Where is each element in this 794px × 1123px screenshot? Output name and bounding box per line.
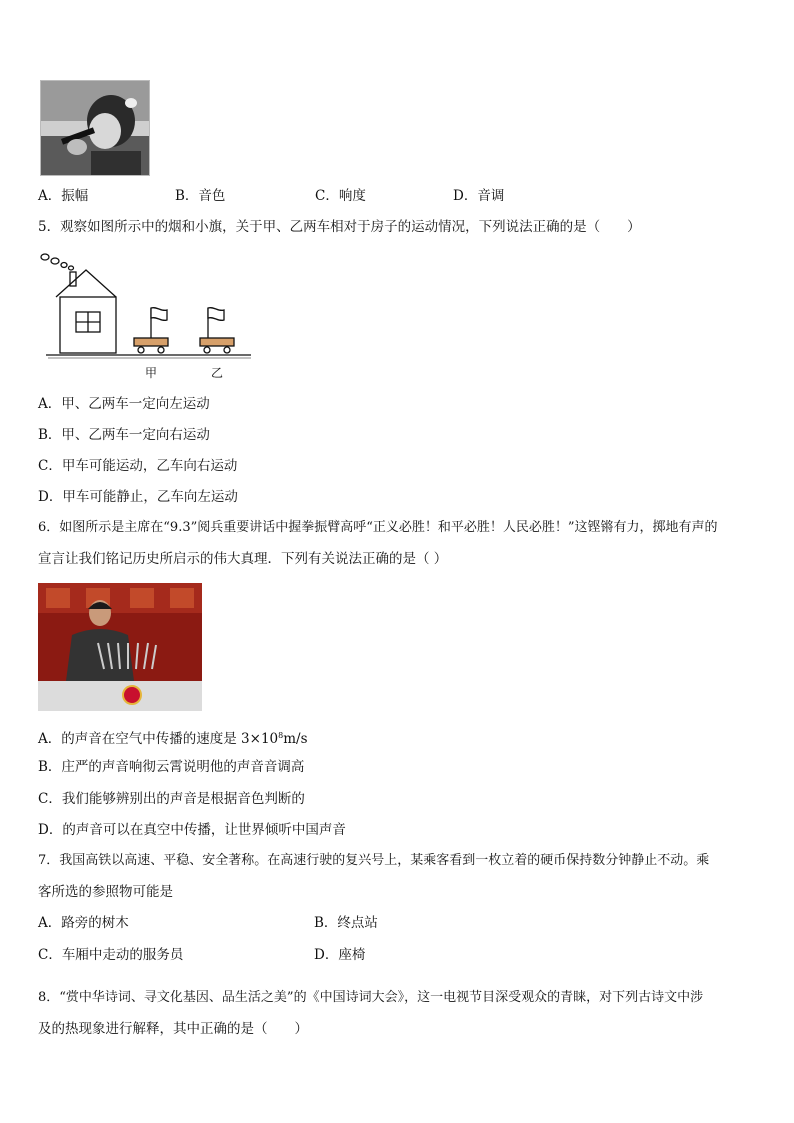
q7-option-c: C．车厢中走动的服务员 (38, 947, 184, 963)
q7-option-b: B．终点站 (314, 915, 378, 931)
q6-option-a-unit: m/s (283, 731, 308, 747)
q7-stem-line2: 客所选的参照物可能是 (38, 884, 173, 900)
q5-stem: 5．观察如图所示中的烟和小旗，关于甲、乙两车相对于房子的运动情况，下列说法正确的是（ ） (38, 219, 641, 235)
q5-car2-label: 乙 (211, 366, 224, 380)
q5-house-cars-diagram (36, 250, 261, 380)
q4-option-b: B．音色 (175, 188, 226, 204)
q5-option-d: D．甲车可能静止，乙车向左运动 (38, 489, 238, 505)
q7-option-a: A．路旁的树木 (38, 915, 129, 931)
q8-stem-line2: 及的热现象进行解释，其中正确的是（ ） (38, 1021, 308, 1037)
q6-option-a-text: A．的声音在空气中传播的速度是 3×10 (38, 731, 279, 747)
q7-stem-line1: 7．我国高铁以高速、平稳、安全著称。在高速行驶的复兴号上，某乘客看到一枚立着的硬币保持数分钟静止不动。乘 (38, 853, 710, 868)
q6-stem-line2: 宣言让我们铭记历史所启示的伟大真理．下列有关说法正确的是（ ） (38, 551, 448, 567)
q6-option-c: C．我们能够辨别出的声音是根据音色判断的 (38, 791, 305, 807)
q5-option-b: B．甲、乙两车一定向右运动 (38, 427, 210, 443)
q4-photo (40, 80, 150, 176)
q6-option-a (38, 727, 308, 748)
q5-option-c: C．甲车可能运动，乙车向右运动 (38, 458, 238, 474)
q6-option-b: B．庄严的声音响彻云霄说明他的声音音调高 (38, 759, 305, 775)
q7-option-d: D．座椅 (314, 947, 366, 963)
q4-option-d: D．音调 (453, 188, 505, 204)
q4-option-c: C．响度 (315, 188, 366, 204)
q4-option-a: A．振幅 (38, 188, 89, 204)
q6-photo (38, 583, 202, 711)
q6-stem-line1: 6．如图所示是主席在“9.3”阅兵重要讲话中握拳振臂高呼“正义必胜！和平必胜！人民必胜！”这铿锵有力，掷地有声的 (38, 520, 718, 535)
q8-stem-line1: 8．“赏中华诗词、寻文化基因、品生活之美”的《中国诗词大会》，这一电视节目深受观众的青睐，对下列古诗文中涉 (38, 990, 704, 1005)
q5-option-a: A．甲、乙两车一定向左运动 (38, 396, 210, 412)
q6-option-a-exponent: 8 (278, 731, 284, 740)
q6-option-d: D．的声音可以在真空中传播，让世界倾听中国声音 (38, 822, 346, 838)
q5-car1-label: 甲 (145, 366, 158, 380)
